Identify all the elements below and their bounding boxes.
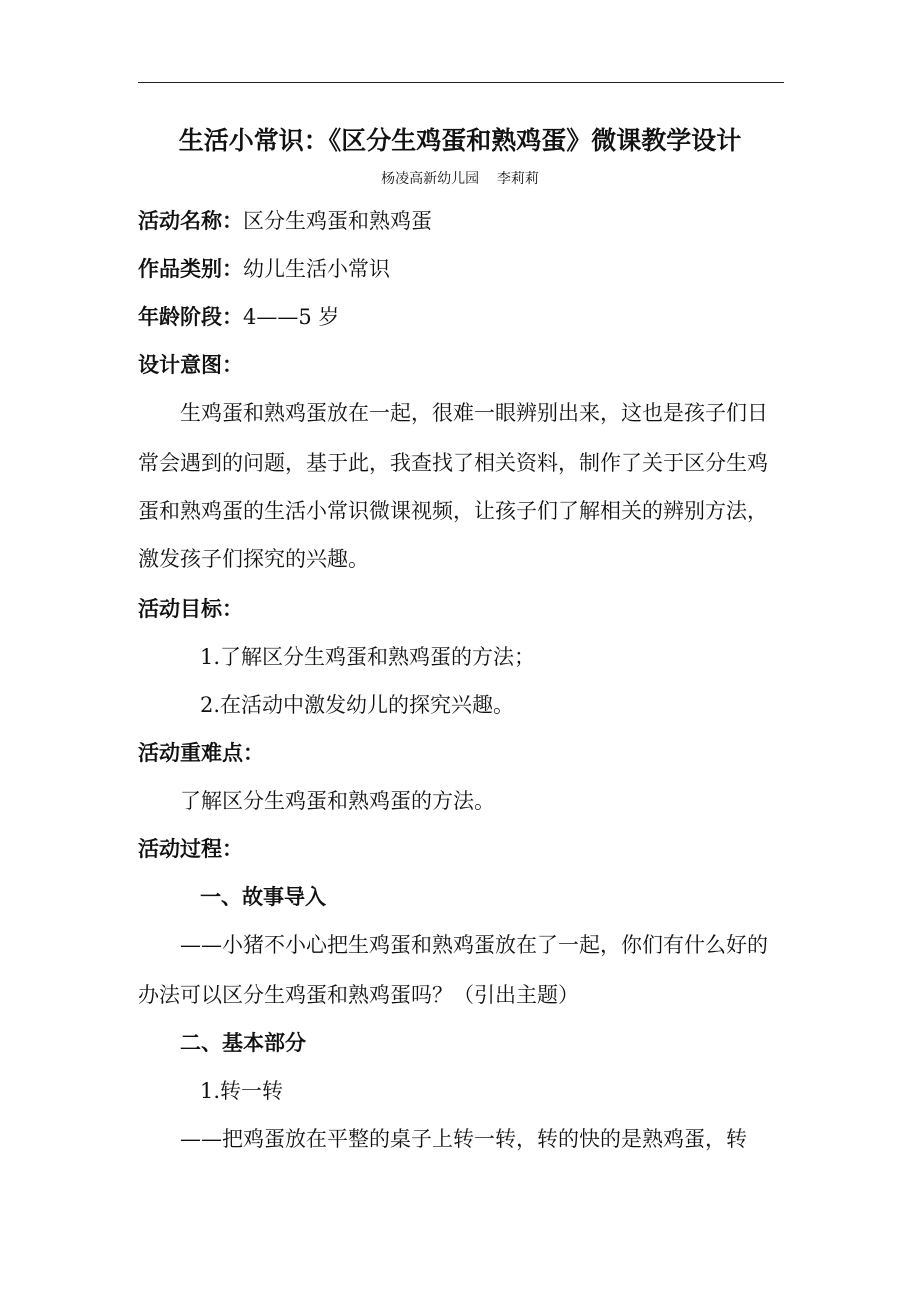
design-intent-heading: 设计意图： [138,353,243,377]
key-points-heading: 活动重难点： [138,741,264,765]
goals-heading: 活动目标： [138,597,243,621]
section-story-intro-line: 办法可以区分生鸡蛋和熟鸡蛋吗？（引出主题） [138,983,579,1007]
design-intent-line: 生鸡蛋和熟鸡蛋放在一起，很难一眼辨别出来，这也是孩子们日 [180,401,768,425]
subsection-spin-line: ——把鸡蛋放在平整的桌子上转一转，转的快的是熟鸡蛋，转 [180,1127,747,1151]
field-value: 幼儿生活小常识 [243,257,390,281]
field-label: 年龄阶段： [138,305,243,329]
process-heading: 活动过程： [138,837,243,861]
goal-item: 1.了解区分生鸡蛋和熟鸡蛋的方法； [200,645,536,669]
goal-item: 2.在活动中激发幼儿的探究兴趣。 [200,693,515,717]
section-story-intro-line: ——小猪不小心把生鸡蛋和熟鸡蛋放在了一起，你们有什么好的 [180,933,768,957]
subsection-spin-heading: 1.转一转 [200,1079,284,1103]
section-story-intro-heading: 一、故事导入 [200,885,326,909]
field-value: 区分生鸡蛋和熟鸡蛋 [243,209,432,233]
field-label: 活动名称： [138,209,243,233]
header-rule [138,82,784,83]
field-label: 作品类别： [138,257,243,281]
field-age-stage [138,304,339,330]
key-points-text: 了解区分生鸡蛋和熟鸡蛋的方法。 [180,789,495,813]
field-value: 4——5 岁 [243,305,340,329]
field-work-category [138,256,390,282]
document-title: 生活小常识：《区分生鸡蛋和熟鸡蛋》微课教学设计 [178,126,742,155]
design-intent-line: 常会遇到的问题，基于此，我查找了相关资料，制作了关于区分生鸡 [138,451,768,475]
design-intent-line: 激发孩子们探究的兴趣。 [138,547,369,571]
design-intent-line: 蛋和熟鸡蛋的生活小常识微课视频，让孩子们了解相关的辨别方法， [138,499,768,523]
section-basic-heading: 二、基本部分 [180,1031,306,1055]
author-line: 杨凌高新幼儿园 李莉莉 [381,171,539,187]
field-activity-name [138,208,432,234]
